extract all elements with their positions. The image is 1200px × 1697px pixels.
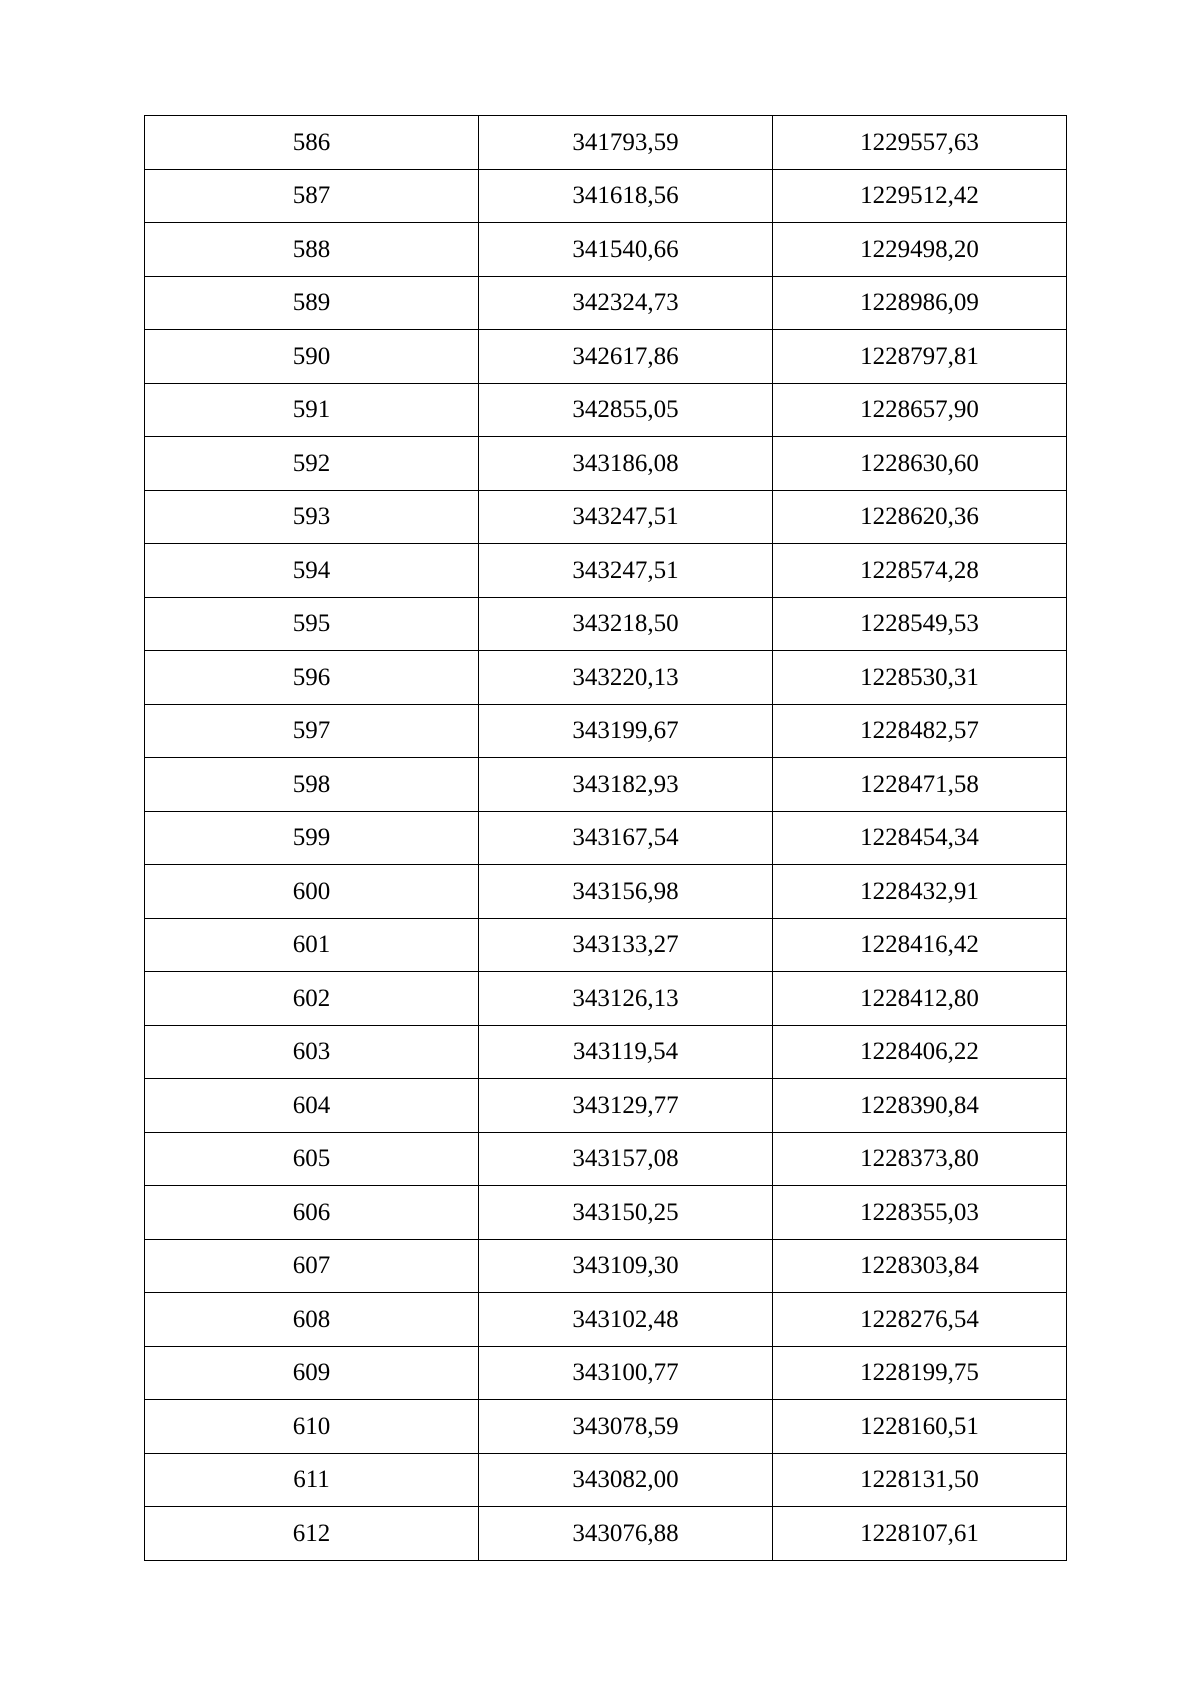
table-row xyxy=(145,116,1067,170)
table-row xyxy=(145,383,1067,437)
x-coordinate-cell: 343167,54 xyxy=(479,811,773,865)
y-coordinate-cell: 1228131,50 xyxy=(773,1453,1067,1507)
x-coordinate-cell: 343247,51 xyxy=(479,490,773,544)
x-coordinate-cell: 343186,08 xyxy=(479,437,773,491)
x-coordinate-cell: 343133,27 xyxy=(479,918,773,972)
y-coordinate-cell: 1228355,03 xyxy=(773,1186,1067,1240)
x-coordinate-cell: 343119,54 xyxy=(479,1025,773,1079)
table-row xyxy=(145,597,1067,651)
y-coordinate-cell: 1228549,53 xyxy=(773,597,1067,651)
table-row xyxy=(145,330,1067,384)
table-row xyxy=(145,276,1067,330)
y-coordinate-cell: 1228657,90 xyxy=(773,383,1067,437)
y-coordinate-cell: 1228797,81 xyxy=(773,330,1067,384)
y-coordinate-cell: 1229498,20 xyxy=(773,223,1067,277)
point-number-cell: 587 xyxy=(145,169,479,223)
table-row xyxy=(145,169,1067,223)
x-coordinate-cell: 343076,88 xyxy=(479,1507,773,1561)
point-number-cell: 611 xyxy=(145,1453,479,1507)
table-row xyxy=(145,704,1067,758)
y-coordinate-cell: 1228406,22 xyxy=(773,1025,1067,1079)
y-coordinate-cell: 1228107,61 xyxy=(773,1507,1067,1561)
point-number-cell: 596 xyxy=(145,651,479,705)
x-coordinate-cell: 342617,86 xyxy=(479,330,773,384)
point-number-cell: 604 xyxy=(145,1079,479,1133)
x-coordinate-cell: 343156,98 xyxy=(479,865,773,919)
table-row xyxy=(145,1507,1067,1561)
y-coordinate-cell: 1228416,42 xyxy=(773,918,1067,972)
y-coordinate-cell: 1228303,84 xyxy=(773,1239,1067,1293)
point-number-cell: 590 xyxy=(145,330,479,384)
point-number-cell: 612 xyxy=(145,1507,479,1561)
point-number-cell: 598 xyxy=(145,758,479,812)
point-number-cell: 610 xyxy=(145,1400,479,1454)
table-row xyxy=(145,865,1067,919)
y-coordinate-cell: 1228471,58 xyxy=(773,758,1067,812)
point-number-cell: 588 xyxy=(145,223,479,277)
table-row xyxy=(145,1132,1067,1186)
x-coordinate-cell: 341540,66 xyxy=(479,223,773,277)
point-number-cell: 601 xyxy=(145,918,479,972)
point-number-cell: 593 xyxy=(145,490,479,544)
table-row xyxy=(145,1079,1067,1133)
x-coordinate-cell: 343247,51 xyxy=(479,544,773,598)
y-coordinate-cell: 1228620,36 xyxy=(773,490,1067,544)
point-number-cell: 599 xyxy=(145,811,479,865)
y-coordinate-cell: 1228574,28 xyxy=(773,544,1067,598)
x-coordinate-cell: 343182,93 xyxy=(479,758,773,812)
table-row xyxy=(145,437,1067,491)
y-coordinate-cell: 1228390,84 xyxy=(773,1079,1067,1133)
table-row xyxy=(145,490,1067,544)
point-number-cell: 606 xyxy=(145,1186,479,1240)
x-coordinate-cell: 342855,05 xyxy=(479,383,773,437)
y-coordinate-cell: 1228986,09 xyxy=(773,276,1067,330)
y-coordinate-cell: 1229557,63 xyxy=(773,116,1067,170)
point-number-cell: 592 xyxy=(145,437,479,491)
point-number-cell: 602 xyxy=(145,972,479,1026)
x-coordinate-cell: 343150,25 xyxy=(479,1186,773,1240)
table-row xyxy=(145,1186,1067,1240)
point-number-cell: 607 xyxy=(145,1239,479,1293)
point-number-cell: 603 xyxy=(145,1025,479,1079)
point-number-cell: 597 xyxy=(145,704,479,758)
table-row xyxy=(145,811,1067,865)
table-row xyxy=(145,1346,1067,1400)
table-row xyxy=(145,1239,1067,1293)
table-row xyxy=(145,758,1067,812)
point-number-cell: 608 xyxy=(145,1293,479,1347)
table-row xyxy=(145,918,1067,972)
y-coordinate-cell: 1228630,60 xyxy=(773,437,1067,491)
x-coordinate-cell: 343129,77 xyxy=(479,1079,773,1133)
coordinates-table-body xyxy=(145,116,1067,1561)
point-number-cell: 586 xyxy=(145,116,479,170)
y-coordinate-cell: 1228454,34 xyxy=(773,811,1067,865)
table-row xyxy=(145,544,1067,598)
y-coordinate-cell: 1228199,75 xyxy=(773,1346,1067,1400)
point-number-cell: 600 xyxy=(145,865,479,919)
y-coordinate-cell: 1228276,54 xyxy=(773,1293,1067,1347)
y-coordinate-cell: 1228482,57 xyxy=(773,704,1067,758)
x-coordinate-cell: 343102,48 xyxy=(479,1293,773,1347)
x-coordinate-cell: 343218,50 xyxy=(479,597,773,651)
table-row xyxy=(145,1025,1067,1079)
y-coordinate-cell: 1228432,91 xyxy=(773,865,1067,919)
table-row xyxy=(145,1453,1067,1507)
table-row xyxy=(145,651,1067,705)
coordinates-table xyxy=(144,115,1067,1561)
x-coordinate-cell: 341618,56 xyxy=(479,169,773,223)
table-row xyxy=(145,1400,1067,1454)
y-coordinate-cell: 1229512,42 xyxy=(773,169,1067,223)
point-number-cell: 594 xyxy=(145,544,479,598)
x-coordinate-cell: 343126,13 xyxy=(479,972,773,1026)
y-coordinate-cell: 1228160,51 xyxy=(773,1400,1067,1454)
y-coordinate-cell: 1228373,80 xyxy=(773,1132,1067,1186)
x-coordinate-cell: 343199,67 xyxy=(479,704,773,758)
x-coordinate-cell: 342324,73 xyxy=(479,276,773,330)
table-row xyxy=(145,223,1067,277)
table-row xyxy=(145,972,1067,1026)
x-coordinate-cell: 341793,59 xyxy=(479,116,773,170)
point-number-cell: 591 xyxy=(145,383,479,437)
x-coordinate-cell: 343157,08 xyxy=(479,1132,773,1186)
x-coordinate-cell: 343078,59 xyxy=(479,1400,773,1454)
y-coordinate-cell: 1228412,80 xyxy=(773,972,1067,1026)
table-row xyxy=(145,1293,1067,1347)
point-number-cell: 609 xyxy=(145,1346,479,1400)
x-coordinate-cell: 343109,30 xyxy=(479,1239,773,1293)
point-number-cell: 605 xyxy=(145,1132,479,1186)
y-coordinate-cell: 1228530,31 xyxy=(773,651,1067,705)
point-number-cell: 595 xyxy=(145,597,479,651)
x-coordinate-cell: 343100,77 xyxy=(479,1346,773,1400)
x-coordinate-cell: 343220,13 xyxy=(479,651,773,705)
point-number-cell: 589 xyxy=(145,276,479,330)
x-coordinate-cell: 343082,00 xyxy=(479,1453,773,1507)
